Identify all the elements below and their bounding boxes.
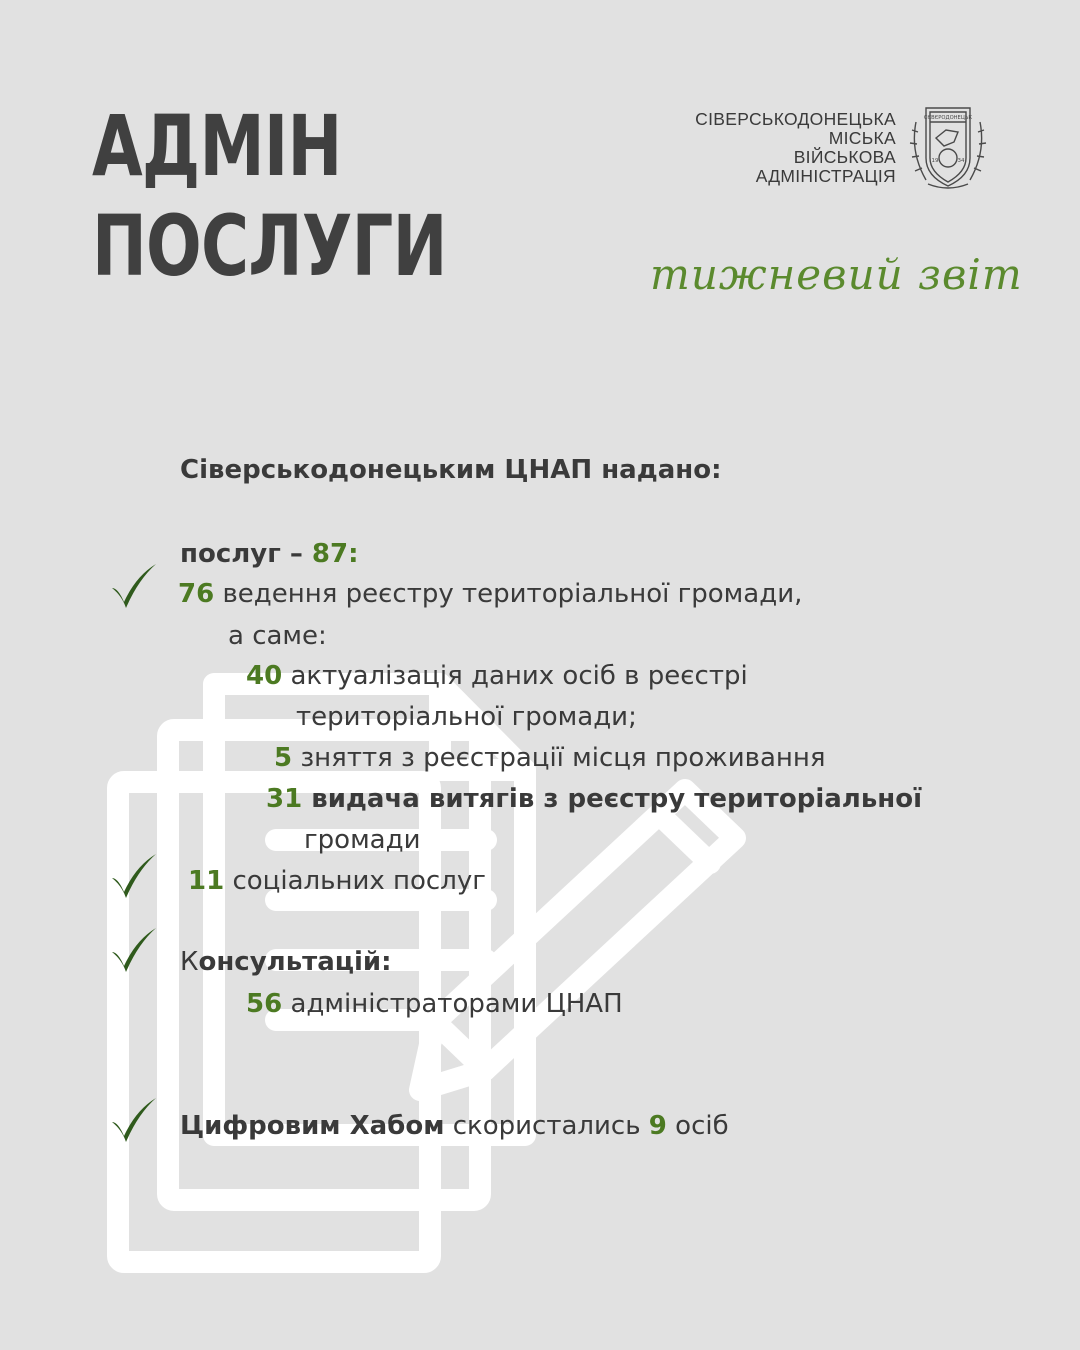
social-count: 11 (188, 866, 225, 896)
consult-text: адміністраторами ЦНАП (282, 989, 623, 1019)
update-count: 40 (246, 661, 283, 691)
hub-line (180, 1110, 729, 1142)
org-line: АДМІНІСТРАЦІЯ (755, 166, 896, 186)
check-icon (108, 926, 160, 974)
removal-text: зняття з реєстрації місця проживання (292, 743, 826, 773)
crest-year-left: 19 (931, 158, 939, 164)
update-line (246, 660, 748, 692)
check-icon (108, 562, 160, 610)
city-crest-logo (906, 102, 990, 192)
removal-line (274, 742, 826, 774)
check-icon (108, 852, 160, 900)
consult-label: онсультацій: (198, 947, 392, 977)
report-intro: Сіверськодонецьким ЦНАП надано: (180, 455, 722, 485)
registry-line-2: а саме: (228, 621, 327, 651)
crest-text: СЄВЄРОДОНЕЦЬК (923, 115, 973, 121)
consult-line (180, 946, 392, 978)
hub-text: скористались (444, 1111, 649, 1141)
title-line-2: ПОСЛУГИ (92, 197, 447, 295)
update-line-2: територіальної громади; (296, 702, 637, 732)
hub-count: 9 (648, 1111, 667, 1141)
extract-text: видача витягів з реєстру територіальної (302, 784, 922, 814)
extract-count: 31 (266, 784, 303, 814)
services-total-line (180, 538, 359, 570)
org-line: СІВЕРСЬКОДОНЕЦЬКА (695, 109, 896, 129)
consult-first-letter: К (180, 947, 199, 977)
organization-name (695, 110, 896, 186)
check-icon (108, 1096, 160, 1144)
org-line: МІСЬКА (828, 128, 896, 148)
social-line (188, 865, 486, 897)
title-line-1: АДМІН (92, 97, 342, 195)
social-text: соціальних послуг (224, 866, 486, 896)
services-total: 87: (311, 539, 359, 569)
extract-line-2: громади (304, 825, 421, 855)
services-label: послуг – (180, 539, 312, 569)
extract-line (266, 783, 922, 815)
registry-count: 76 (178, 579, 215, 609)
hub-tail: осіб (666, 1111, 729, 1141)
org-line: ВІЙСЬКОВА (793, 147, 896, 167)
registry-line (178, 578, 802, 610)
removal-count: 5 (274, 743, 293, 773)
registry-text: ведення реєстру територіальної громади, (214, 579, 803, 609)
update-text: актуалізація даних осіб в реєстрі (282, 661, 748, 691)
hub-bold: Цифровим Хабом (180, 1111, 445, 1141)
crest-year-right: 34 (957, 158, 965, 164)
weekly-report-subtitle: тижневий звіт (650, 250, 1023, 299)
consult-count: 56 (246, 989, 283, 1019)
consult-count-line (246, 988, 623, 1020)
